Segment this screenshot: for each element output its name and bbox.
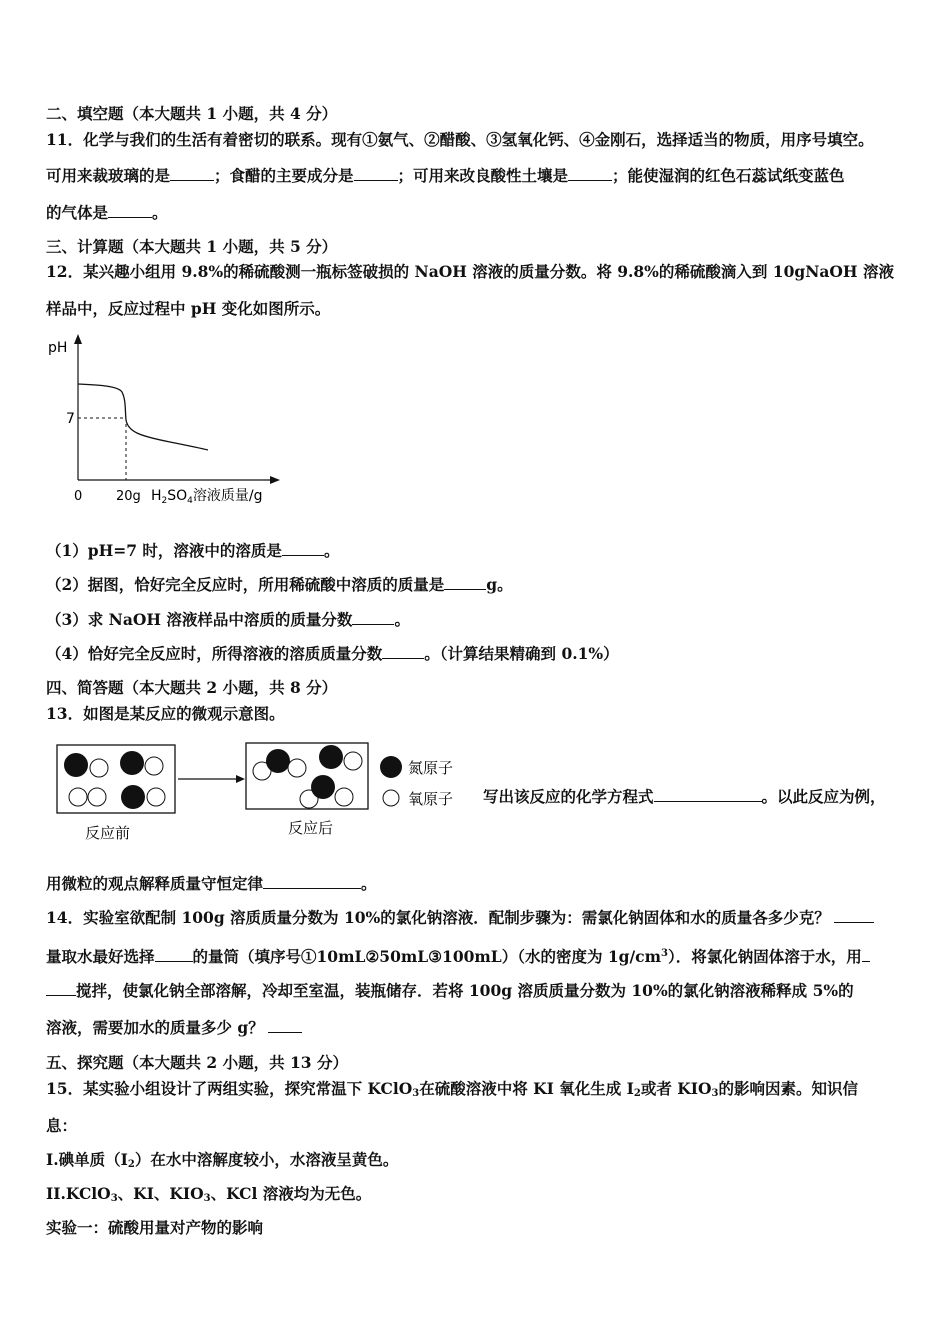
q14-blank-3a[interactable] bbox=[862, 947, 870, 962]
q12-sub1-blank[interactable] bbox=[282, 541, 324, 556]
info-2-sub-1: 3 bbox=[110, 1193, 118, 1204]
q14-line1-text: 14．实验室欲配制 100g 溶质质量分数为 10%的氯化钠溶液．配制步骤为：需氯化钠固体和水的质量各多少克？ bbox=[46, 908, 830, 927]
q14-line4-text: 溶液，需要加水的质量多少 g？ bbox=[46, 1018, 264, 1037]
before-label: 反应前 bbox=[85, 824, 131, 842]
x-axis-arrow bbox=[270, 476, 280, 484]
q11-blank-4[interactable] bbox=[108, 203, 152, 218]
n-atom bbox=[121, 785, 145, 809]
q12-sub3 bbox=[46, 610, 410, 630]
q14-line3 bbox=[46, 981, 854, 1001]
q13-blank-explain[interactable] bbox=[263, 874, 361, 889]
q14-line2 bbox=[46, 944, 870, 967]
o-atom bbox=[344, 752, 362, 770]
q12-sub3-text: （3）求 NaOH 溶液样品中溶质的质量分数 bbox=[46, 610, 353, 629]
o-atom bbox=[88, 788, 106, 806]
q11-blank-3[interactable] bbox=[568, 166, 612, 181]
q11-text-c: ；可用来改良酸性土壤是 bbox=[397, 166, 569, 185]
q13-line3-text: 用微粒的观点解释质量守恒定律 bbox=[46, 874, 264, 893]
experiment-1-title: 实验一：硫酸用量对产物的影响 bbox=[46, 1218, 264, 1237]
q13-line3-end: 。 bbox=[361, 874, 377, 893]
q12-line2: 样品中，反应过程中 pH 变化如图所示。 bbox=[46, 299, 331, 318]
q14-line4 bbox=[46, 1018, 302, 1038]
q11-text-e: 的气体是 bbox=[46, 203, 109, 222]
q11-blank-2[interactable] bbox=[354, 166, 398, 181]
q13-blank-equation[interactable] bbox=[654, 787, 762, 802]
reaction-arrow-head bbox=[236, 775, 245, 783]
n-atom bbox=[319, 745, 343, 769]
q14-line2-text-a: 量取水最好选择 bbox=[46, 947, 155, 966]
info-1-sub: 2 bbox=[127, 1159, 135, 1170]
q15-text-b: 在硫酸溶液中将 KI 氧化生成 I bbox=[419, 1079, 634, 1098]
q12-sub4-end: 。（计算结果精确到 0.1%） bbox=[424, 644, 619, 663]
info-1-text-b: ）在水中溶解度较小，水溶液呈黄色。 bbox=[134, 1150, 399, 1169]
section-heading-fill-blank: 二、填空题（本大题共 1 小题，共 4 分） bbox=[46, 104, 338, 123]
q11-text-d: ；能使湿润的红色石蕊试纸变蓝色 bbox=[612, 166, 845, 185]
info-1 bbox=[46, 1150, 398, 1175]
info-2 bbox=[46, 1184, 371, 1209]
q13-line1: 13．如图是某反应的微观示意图。 bbox=[46, 704, 285, 723]
q11-line3 bbox=[46, 203, 168, 223]
legend-o-atom bbox=[383, 790, 399, 806]
o-atom bbox=[69, 788, 87, 806]
y-axis-label: pH bbox=[48, 340, 68, 356]
q13-side-b: 。以此反应为例， bbox=[761, 787, 886, 806]
q14-line2-sup: 3 bbox=[660, 948, 668, 959]
q12-sub2-blank[interactable] bbox=[444, 575, 486, 590]
section-heading-inquiry: 五、探究题（本大题共 2 小题，共 13 分） bbox=[46, 1053, 348, 1072]
q11-text-f: 。 bbox=[152, 203, 168, 222]
q12-sub3-blank[interactable] bbox=[352, 610, 394, 625]
q14-blank-3b[interactable] bbox=[46, 981, 76, 996]
reaction-micro-diagram bbox=[50, 735, 480, 845]
info-2-text-b: 、KI、KIO bbox=[117, 1184, 204, 1203]
q12-sub1-text: （1）pH=7 时，溶液中的溶质是 bbox=[46, 541, 282, 560]
q11-text-b: ；食醋的主要成分是 bbox=[214, 166, 354, 185]
q12-sub1-end: 。 bbox=[323, 541, 340, 560]
section-heading-short-answer: 四、简答题（本大题共 2 小题，共 8 分） bbox=[46, 678, 338, 697]
origin-label: 0 bbox=[74, 489, 83, 504]
q11-line1: 11．化学与我们的生活有着密切的联系。现有①氨气、②醋酸、③氢氧化钙、④金刚石，选择适当的物质，用序号填空。 bbox=[46, 130, 874, 149]
q15-text-a: 15．某实验小组设计了两组实验，探究常温下 KClO bbox=[46, 1079, 413, 1098]
q14-blank-4[interactable] bbox=[268, 1018, 302, 1033]
after-label: 反应后 bbox=[288, 819, 334, 837]
q15-line2: 息： bbox=[46, 1116, 78, 1135]
info-1-text-a: I.碘单质（I bbox=[46, 1150, 128, 1169]
q12-sub4 bbox=[46, 644, 619, 664]
q12-sub2-text: （2）据图，恰好完全反应时，所用稀硫酸中溶质的质量是 bbox=[46, 575, 445, 594]
q12-line1: 12．某兴趣小组用 9.8%的稀硫酸测一瓶标签破损的 NaOH 溶液的质量分数。将 9.8%的稀硫酸滴入到 10gNaOH 溶液 bbox=[46, 262, 894, 281]
ph-curve-chart bbox=[40, 330, 300, 510]
q13-side-text bbox=[483, 787, 886, 807]
legend-o-label: 氧原子 bbox=[408, 790, 454, 808]
q15-text-c: 或者 KIO bbox=[640, 1079, 712, 1098]
q15-text-d: 的影响因素。知识信 bbox=[718, 1079, 858, 1098]
o-atom bbox=[335, 788, 353, 806]
q11-line2 bbox=[46, 166, 845, 186]
q12-sub4-blank[interactable] bbox=[382, 644, 424, 659]
section-heading-calculation: 三、计算题（本大题共 1 小题，共 5 分） bbox=[46, 237, 338, 256]
q15-line1 bbox=[46, 1079, 858, 1104]
o-atom bbox=[288, 759, 306, 777]
n-atom bbox=[120, 751, 144, 775]
q14-line2-text-c: ）．将氯化钠固体溶于水，用 bbox=[667, 947, 862, 966]
x-axis-label: $H_2SO_4$溶液质量/g bbox=[151, 488, 263, 506]
tick-label-20g: 20g bbox=[116, 489, 141, 504]
info-2-text-a: II.KClO bbox=[46, 1184, 111, 1203]
y-axis-arrow bbox=[74, 334, 82, 344]
o-atom bbox=[145, 757, 163, 775]
legend-n-atom bbox=[380, 756, 402, 778]
o-atom bbox=[147, 788, 165, 806]
q14-line1 bbox=[46, 908, 874, 928]
q15-sub-3: 3 bbox=[711, 1088, 719, 1099]
tick-label-7: 7 bbox=[66, 411, 75, 427]
q14-line3-text: 搅拌，使氯化钠全部溶解，冷却至室温，装瓶储存．若将 100g 溶质质量分数为 10%的氯化钠溶液稀释成 5%的 bbox=[76, 981, 854, 1000]
q12-sub2-end: g。 bbox=[486, 575, 513, 594]
q13-line3 bbox=[46, 874, 377, 894]
q12-sub2 bbox=[46, 575, 513, 595]
q14-line2-text-b: 的量筒（填序号①10mL②50mL③100mL）（水的密度为 1g/cm bbox=[192, 947, 661, 966]
n-atom bbox=[64, 753, 88, 777]
q14-blank-2[interactable] bbox=[155, 947, 193, 962]
n-atom bbox=[266, 749, 290, 773]
q15-sub-2: 2 bbox=[633, 1088, 641, 1099]
q15-sub-1: 3 bbox=[412, 1088, 420, 1099]
q12-sub1 bbox=[46, 541, 339, 561]
ph-curve bbox=[78, 384, 208, 450]
q12-sub3-end: 。 bbox=[394, 610, 410, 629]
q13-side-a: 写出该反应的化学方程式 bbox=[483, 787, 654, 806]
q14-blank-1[interactable] bbox=[834, 908, 874, 923]
o-atom bbox=[90, 759, 108, 777]
info-2-sub-2: 3 bbox=[203, 1193, 211, 1204]
q11-blank-1[interactable] bbox=[170, 166, 214, 181]
n-atom bbox=[311, 775, 335, 799]
legend-n-label: 氮原子 bbox=[408, 759, 454, 777]
q11-text-a: 可用来裁玻璃的是 bbox=[46, 166, 171, 185]
q12-sub4-text: （4）恰好完全反应时，所得溶液的溶质质量分数 bbox=[46, 644, 383, 663]
info-2-text-c: 、KCl 溶液均为无色。 bbox=[210, 1184, 372, 1203]
